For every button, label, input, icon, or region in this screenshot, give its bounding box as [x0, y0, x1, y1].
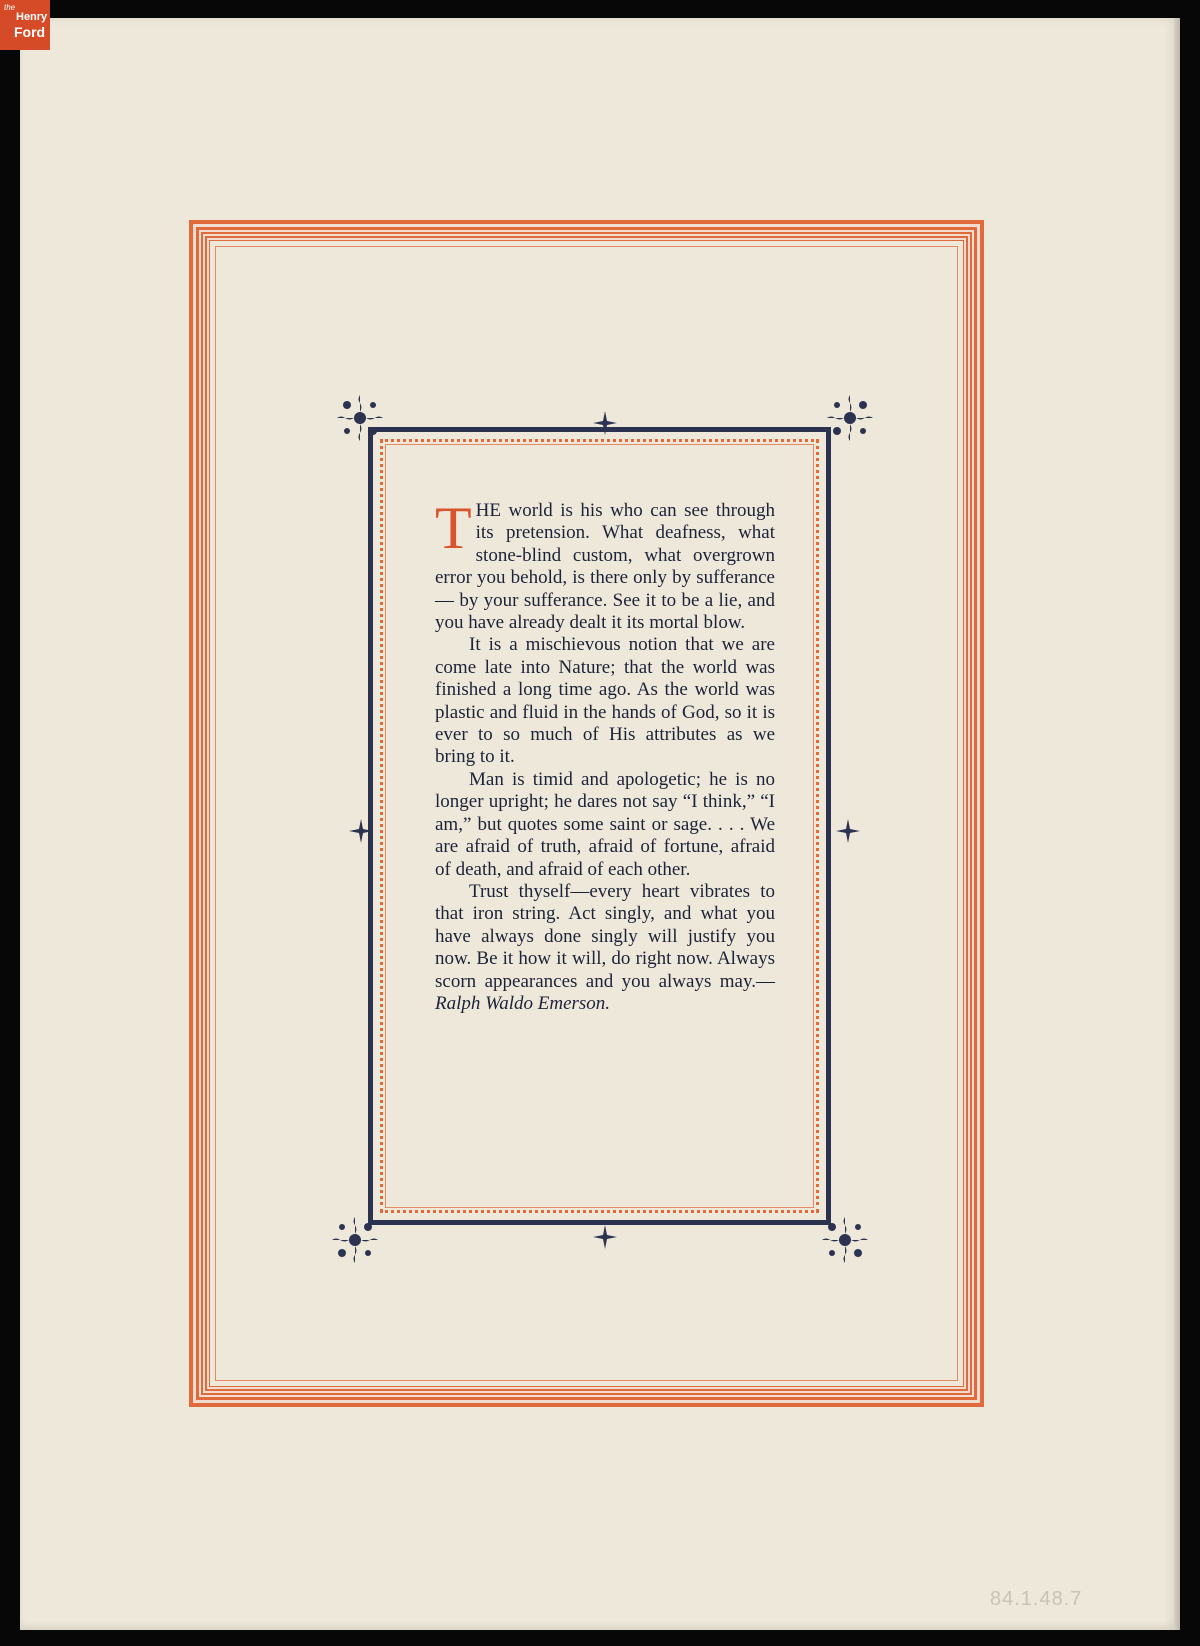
paragraph-3: Man is timid and apologetic; he is no longer upright; he dares not say “I think,” “I am,” but quotes some saint or sage. . . . We are afraid of truth, afraid of fortune, afraid of death, and afraid of each other.	[435, 768, 775, 880]
ornament-right-center-icon	[834, 817, 862, 845]
paragraph-1-lead: HE	[475, 500, 501, 521]
logo-text-the: the	[4, 3, 16, 12]
drop-cap: T	[435, 495, 472, 561]
henry-ford-logo	[0, 0, 50, 50]
fleuron-corner-top-left-icon	[335, 393, 385, 443]
logo-text-henry: Henry	[16, 11, 48, 23]
ornament-top-center-icon	[591, 409, 619, 437]
fleuron-corner-bottom-left-icon	[330, 1215, 380, 1265]
paragraph-4-body: Trust thyself—every heart vibrates to that iron string. Act singly, and what you have always done singly will justify you now. Be it how it will, do right now. Always scorn appearances and you always may.—	[435, 880, 775, 992]
fleuron-corner-top-right-icon	[825, 393, 875, 443]
paragraph-1-body: world is his who can see through its pretension. What deafness, what stone-blind custom, what overgrown error you behold, is there only by sufferance— by your sufferance. See it to be a lie, and you have already dealt it its mortal blow.	[435, 500, 775, 634]
accession-number: 84.1.48.7	[990, 1588, 1083, 1610]
ornament-left-center-icon	[347, 817, 375, 845]
ornament-bottom-center-icon	[591, 1223, 619, 1251]
emerson-quotation	[435, 495, 775, 1015]
page-edge	[1174, 18, 1180, 1630]
fleuron-corner-bottom-right-icon	[820, 1215, 870, 1265]
paragraph-1	[435, 495, 775, 634]
paragraph-2: It is a mischievous notion that we are come late into Nature; that the world was finished a long time ago. As the world was plastic and fluid in the hands of God, so it is ever to so much of His attributes as we bring to it.	[435, 634, 775, 768]
logo-text-ford: Ford	[14, 24, 46, 40]
author-attribution: Ralph Waldo Emerson.	[435, 992, 611, 1014]
paragraph-4	[435, 881, 775, 1015]
